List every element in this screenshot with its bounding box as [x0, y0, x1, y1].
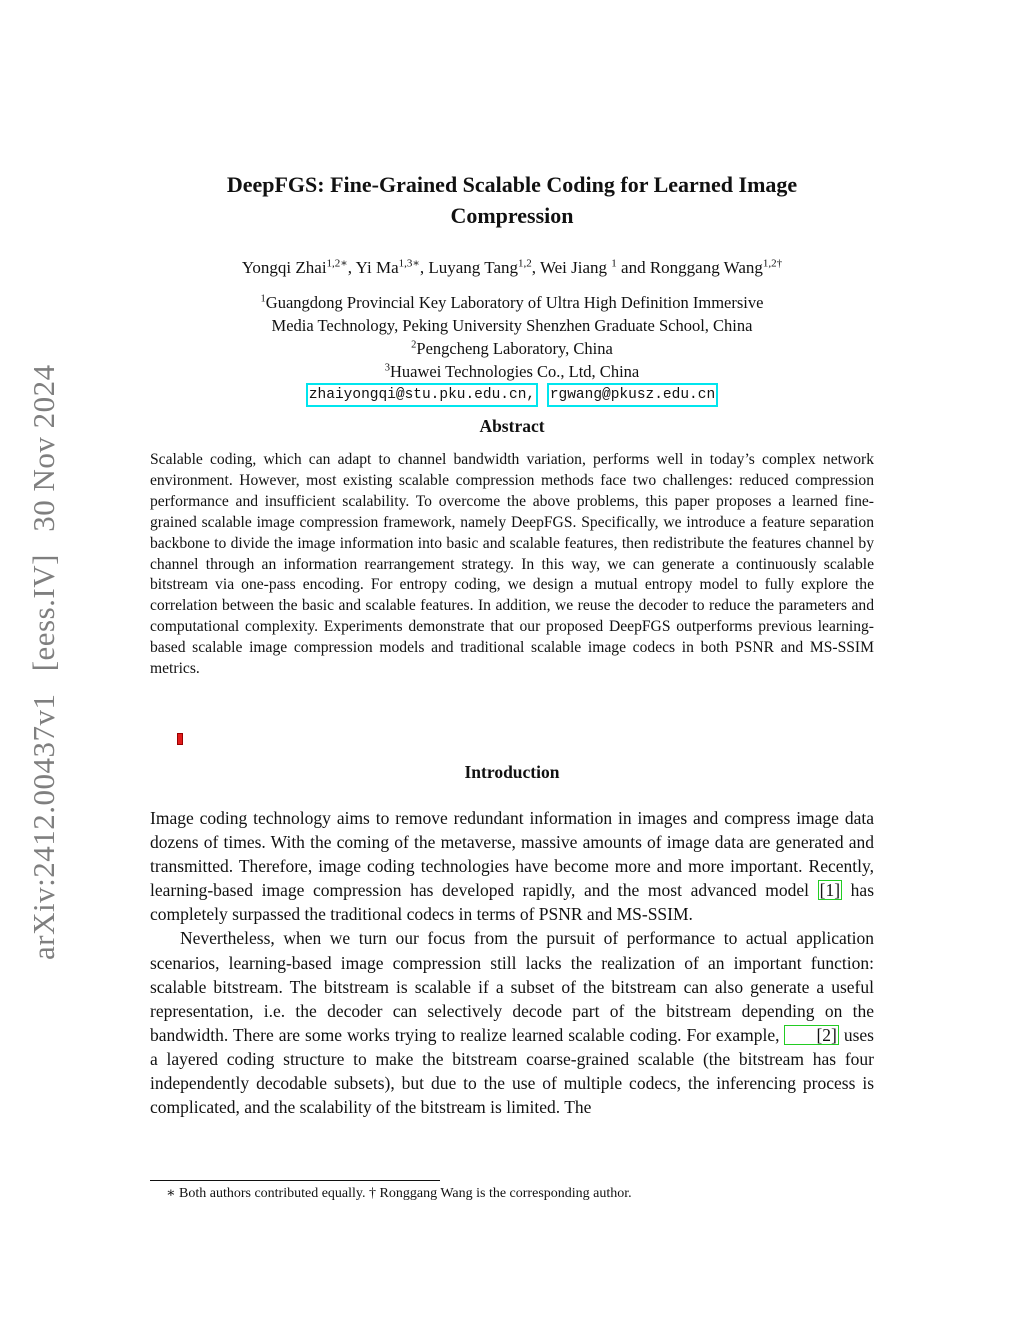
affiliation-line: [150, 360, 874, 383]
author-affiliation-marks: 1: [611, 257, 617, 270]
arxiv-category: [eess.IV]: [26, 554, 61, 672]
arxiv-id: arXiv:2412.00437v1: [26, 693, 61, 960]
author-affiliation-marks: 1,3∗: [398, 257, 420, 270]
author-affiliation-marks: 1,2∗: [326, 257, 348, 270]
affiliation-mark: 3: [384, 362, 391, 374]
footnote-rule: [150, 1180, 440, 1181]
introduction-heading: Introduction: [464, 762, 560, 782]
affiliation-text: Guangdong Provincial Key Laboratory of Ultra High Definition Immersive: [265, 293, 764, 312]
author-affiliation-marks: 1,2†: [762, 257, 783, 270]
paper-title: [150, 169, 874, 231]
author-separator: ,: [531, 258, 540, 277]
introduction-paragraph-2: [150, 926, 874, 1119]
introduction-paragraph-1: [150, 806, 874, 926]
paragraph-text: Nevertheless, when we turn our focus from the pursuit of performance to actual application scenarios, learning-based image compression still lacks the realization of an important function: scalable bitstream. The bitstream is scalable if a subset of the bitstream can also generate a useful representation, i.e. the decoder can selectively decode part of the bitstream depending on the bandwidth. There are some works trying to realize learned scalable coding. For example,: [150, 928, 874, 1045]
paragraph-text: uses a layered coding structure to make the bitstream coarse-grained scalable (the bitstream has four independently decodable subsets), but due to the use of multiple codecs, the inferencing process is complicated, and the scalability of the bitstream is limited. The: [150, 1024, 874, 1118]
author-name: Wei Jiang: [539, 258, 612, 277]
author-separator: ,: [419, 258, 429, 277]
author-affiliation-marks: 1,2: [518, 257, 532, 270]
author-name: Luyang Tang: [428, 258, 518, 277]
author-name: Yi Ma: [355, 258, 399, 277]
affiliation-list: [150, 291, 874, 383]
author-name: Ronggang Wang: [649, 258, 763, 277]
title-line-1: DeepFGS: Fine-Grained Scalable Coding for Learned Image: [226, 172, 798, 197]
footnote: ∗ Both authors contributed equally. † Ronggang Wang is the corresponding author.: [166, 1186, 632, 1201]
email-list: [150, 383, 874, 407]
affiliation-line: [150, 337, 874, 360]
email-link-wang[interactable]: rgwang@pkusz.edu.cn: [547, 383, 718, 407]
citation-link-2[interactable]: [2]: [784, 1025, 838, 1045]
affiliation-mark: 2: [411, 339, 417, 351]
title-line-2: Compression: [450, 203, 574, 228]
author-list: [150, 256, 874, 280]
email-link-zhai[interactable]: zhaiyongqi@stu.pku.edu.cn,: [306, 383, 538, 407]
affiliation-line: [150, 291, 874, 314]
affiliation-text: Pengcheng Laboratory, China: [416, 339, 613, 358]
annotation-marker: [177, 733, 183, 745]
arxiv-side-stamp: [26, 340, 62, 960]
introduction-body: [150, 806, 874, 1119]
citation-link-1[interactable]: [1]: [819, 880, 841, 901]
paragraph-text: has completely surpassed the traditional codecs in terms of PSNR and MS-SSIM.: [150, 880, 874, 925]
author-separator: and: [616, 258, 650, 277]
arxiv-date: 30 Nov 2024: [26, 364, 61, 532]
affiliation-mark: 1: [260, 293, 266, 305]
affiliation-text: Huawei Technologies Co., Ltd, China: [390, 362, 640, 381]
affiliation-text: Media Technology, Peking University Shenzhen Graduate School, China: [271, 316, 753, 335]
abstract-heading: Abstract: [479, 416, 545, 436]
author-name: Yongqi Zhai: [241, 258, 327, 277]
abstract-text: Scalable coding, which can adapt to channel bandwidth variation, performs well in today’s complex network environment. However, most existing scalable compression methods face two challenges: reduced compression performance and insufficient scalability. To overcome the above problems, this paper proposes a learned fine-grained scalable image compression framework, namely DeepFGS. Specifically, we introduce a feature separation backbone to divide the image information into basic and scalable features, then redistribute the features channel by channel through an information rearrangement strategy. In this way, we can generate a continuously scalable bitstream via one-pass encoding. For entropy coding, we design a mutual entropy model to fully explore the correlation between the basic and scalable features. In addition, we reuse the decoder to reduce the parameters and computational complexity. Experiments demonstrate that our proposed DeepFGS outperforms previous learning-based scalable image compression models and traditional scalable image codecs in both PSNR and MS-SSIM metrics.: [150, 451, 874, 678]
affiliation-line: [150, 314, 874, 337]
author-separator: ,: [347, 258, 356, 277]
paragraph-text: Image coding technology aims to remove redundant information in images and compress image data dozens of times. With the coming of the metaverse, massive amounts of image data are generated and transmitted. Therefore, image coding technologies have become more and more important. Recently, learning-based image compression has developed rapidly, and the most advanced model: [150, 808, 874, 901]
